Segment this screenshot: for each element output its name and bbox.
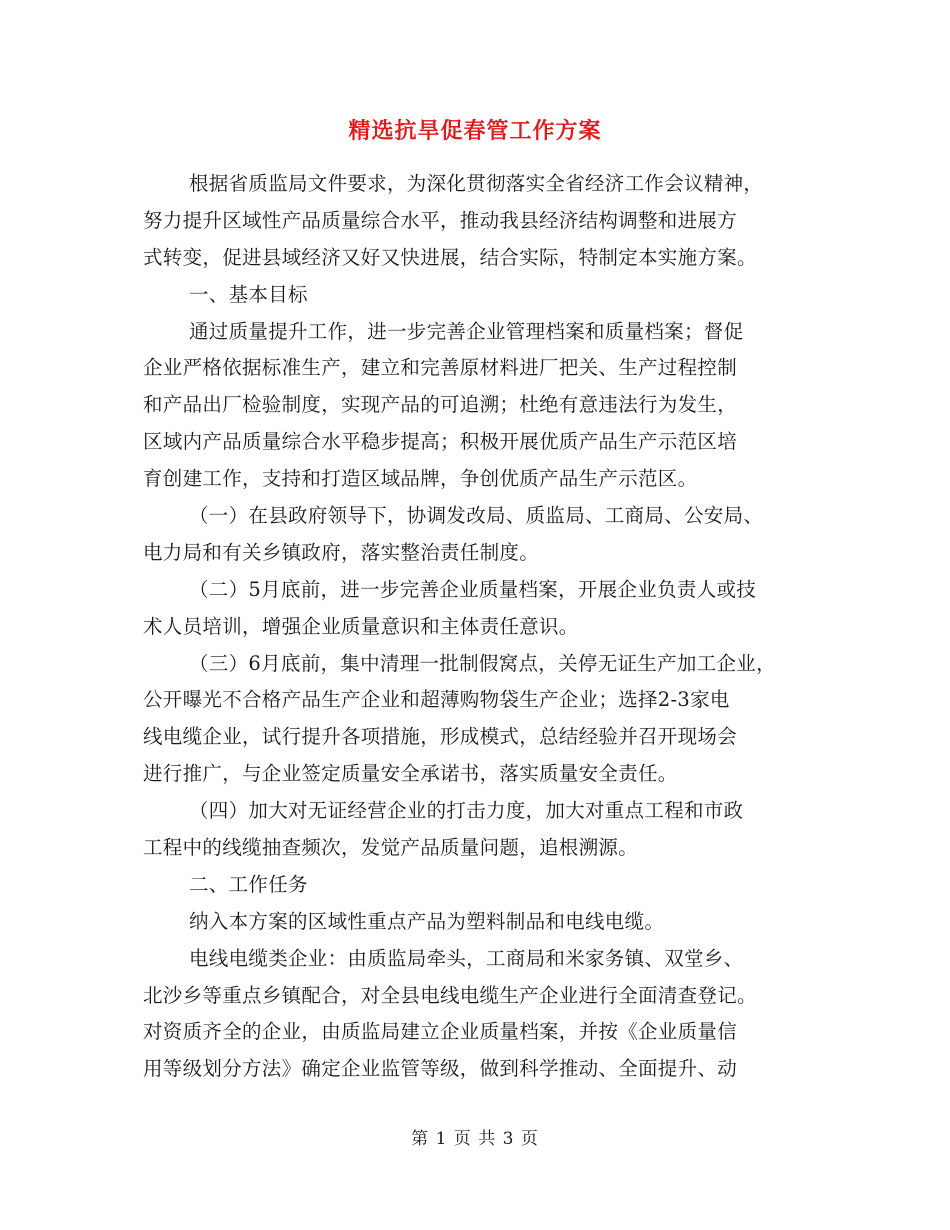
page-footer: 第 1 页 共 3 页 — [411, 1129, 539, 1149]
body-line: 对资质齐全的企业，由质监局建立企业质量档案，并按《企业质量信 — [143, 1020, 738, 1044]
body-line: 电线电缆类企业：由质监局牵头，工商局和米家务镇、双堂乡、 — [189, 946, 744, 970]
body-line: 根据省质监局文件要求，为深化贯彻落实全省经济工作会议精神， — [189, 172, 764, 195]
body-line: 通过质量提升工作，进一步完善企业管理档案和质量档案；督促 — [189, 319, 744, 343]
body-line: 公开曝光不合格产品生产企业和超薄购物袋生产企业；选择2-3家电 — [143, 688, 730, 712]
body-line: （一）在县政府领导下，协调发改局、质监局、工商局、公安局、 — [189, 504, 764, 528]
body-line: 用等级划分方法》确定企业监管等级，做到科学推动、全面提升、动 — [143, 1057, 738, 1081]
body-line: （四）加大对无证经营企业的打击力度，加大对重点工程和市政 — [189, 799, 744, 823]
document-title: 精选抗旱促春管工作方案 — [348, 118, 602, 144]
body-line: 线电缆企业，试行提升各项措施，形成模式，总结经验并召开现场会 — [143, 725, 738, 749]
body-line: （二）5月底前，进一步完善企业质量档案，开展企业负责人或技 — [189, 577, 757, 601]
body-line: 育创建工作，支持和打造区域品牌，争创优质产品生产示范区。 — [143, 467, 698, 491]
document-body — [143, 166, 843, 1088]
body-line: 一、基本目标 — [189, 282, 308, 306]
body-line: 区域内产品质量综合水平稳步提高；积极开展优质产品生产示范区培 — [143, 430, 738, 454]
body-line: （三）6月底前，集中清理一批制假窝点，关停无证生产加工企业， — [189, 651, 776, 675]
body-line: 二、工作任务 — [189, 872, 308, 896]
body-line: 纳入本方案的区域性重点产品为塑料制品和电线电缆。 — [189, 909, 665, 933]
body-line: 电力局和有关乡镇政府，落实整治责任制度。 — [143, 540, 540, 564]
body-line: 努力提升区域性产品质量综合水平，推动我县经济结构调整和进展方 — [143, 208, 738, 232]
body-line: 式转变，促进县域经济又好又快进展，结合实际，特制定本实施方案。 — [143, 245, 757, 269]
body-line: 工程中的线缆抽查频次，发觉产品质量问题，追根溯源。 — [143, 836, 639, 860]
body-line: 北沙乡等重点乡镇配合，对全县电线电缆生产企业进行全面清查登记。 — [143, 983, 757, 1007]
body-line: 企业严格依据标准生产，建立和完善原材料进厂把关、生产过程控制 — [143, 356, 738, 380]
body-line: 术人员培训，增强企业质量意识和主体责任意识。 — [143, 614, 579, 638]
body-line: 进行推广，与企业签定质量安全承诺书，落实质量安全责任。 — [143, 762, 678, 786]
body-line: 和产品出厂检验制度，实现产品的可追溯；杜绝有意违法行为发生， — [143, 393, 738, 417]
